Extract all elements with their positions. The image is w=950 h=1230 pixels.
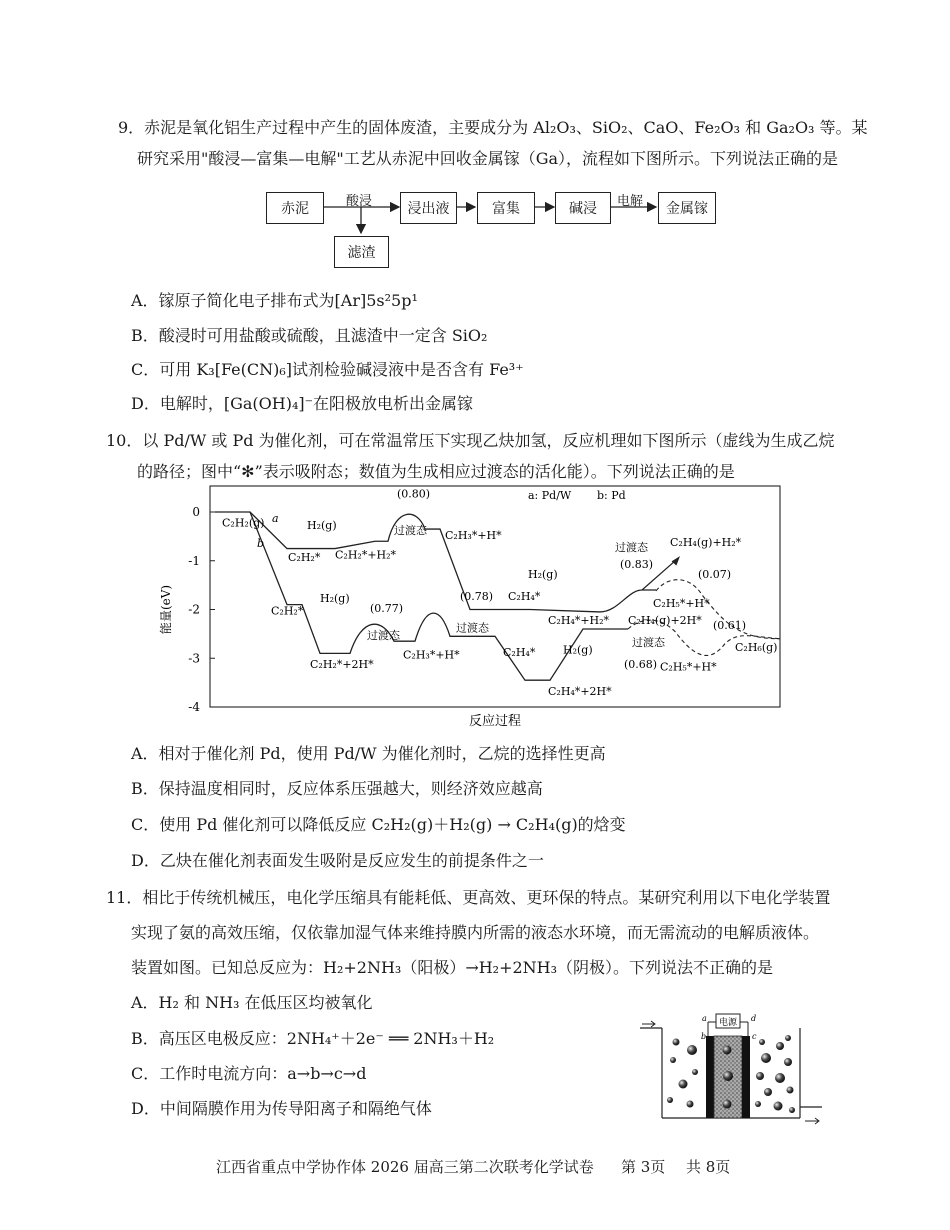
chart-label-b_c2h4s_2hs: C₂H₄*+2H* [548,684,612,698]
chart-label-b_ts2_val: (0.78) [460,589,494,603]
chart-label-c2h2g: C₂H₂(g) [222,516,265,530]
chart-label-b_c2h5s_hs: C₂H₅*+H* [660,660,717,674]
q9-stem-line2: 研究采用"酸浸—富集—电解"工艺从赤泥中回收金属镓（Ga），流程如下图所示。下列说法正确的是 [137,149,839,168]
flow-box-alkali-leach: 碱浸 [555,192,611,224]
chart-label-a_h2g_2: H₂(g) [528,567,558,581]
chart-label-b_c2h4g_2h: C₂H₄(g)+2H* [628,614,702,628]
q10-stem-line1: 10．以 Pd/W 或 Pd 为催化剂，可在常温常压下实现乙炔加氢，反应机理如下图所示（虚线为生成乙烷 [106,431,835,450]
chart-label-a_ts2: 过渡态 [615,541,648,554]
legend-b: b: Pd [597,489,626,502]
chart-label-a_c2h5s_hs: C₂H₅*+H* [653,597,710,611]
q11-option-c: C．工作时电流方向：a→b→c→d [131,1064,367,1083]
flow-box-leachate: 浸出液 [400,192,457,224]
q10-option-c: C．使用 Pd 催化剂可以降低反应 C₂H₂(g)＋H₂(g) → C₂H₄(g)的焓变 [131,815,626,834]
chart-label-a_c2h4s_h2s: C₂H₄*+H₂* [548,614,610,628]
device-svg [640,1012,830,1137]
path-label-b: b [257,537,265,551]
chart-label-a_c2h4g_h2s: C₂H₄(g)+H₂* [670,536,742,550]
flow-label-acid-leach: 酸浸 [346,194,373,209]
q11-stem-line1: 11．相比于传统机械压，电化学压缩具有能耗低、更高效、更环保的特点。某研究利用以下电化学装置 [106,888,831,907]
footer-page-number: 第 3页 [621,1158,666,1176]
q10-option-d: D．乙炔在催化剂表面发生吸附是反应发生的前提条件之一 [131,851,544,870]
path-label-a: a [272,511,279,525]
chart-label-a_c2h3s_hs: C₂H₃*+H* [445,528,502,542]
chart-label-a_h2g: H₂(g) [307,519,337,533]
q9-stem-line1: 9．赤泥是氧化铝生产过程中产生的固体废渣，主要成分为 Al₂O₃、SiO₂、CaO、Fe₂O₃ 和 Ga₂O₃ 等。某 [118,118,868,137]
y-tick-label: -2 [188,602,200,617]
q9-option-d: D．电解时，[Ga(OH)₄]⁻在阳极放电析出金属镓 [131,394,474,413]
desorb-arrow-head [672,557,679,565]
y-axis-title: 能量(eV) [159,584,173,635]
chart-label-b_h2g: H₂(g) [320,592,350,606]
q10-option-b: B．保持温度相同时，反应体系压强越大，则经济效应越高 [131,779,543,798]
chart-label-b_eth_val: (0.68) [624,658,658,671]
q11-option-b: B．高压区电极反应：2NH₄⁺＋2e⁻ ══ 2NH₃＋H₂ [131,1029,495,1048]
flow-box-gallium: 金属镓 [658,192,716,224]
chart-label-a_c2h4s: C₂H₄* [508,589,541,603]
q11-stem-line2: 实现了氨的高效压缩，仅依靠加湿气体来维持膜内所需的液态水环境，而无需流动的电解质液体。 [131,923,820,942]
y-tick-label: 0 [192,505,200,519]
energy-chart-svg [150,484,790,730]
series-a-line [215,512,656,612]
chart-label-b_c2h2s: C₂H₂* [271,604,304,618]
chart-label-b_h2g_2: H₂(g) [563,643,593,657]
footer-exam-title: 江西省重点中学协作体 2026 届高三第二次联考化学试卷 [216,1158,594,1176]
q11-stem-line3: 装置如图。已知总反应为：H₂+2NH₃（阳极）→H₂+2NH₃（阴极）。下列说法不正确的是 [131,958,774,977]
terminal-d: d [751,1014,757,1023]
q10-option-a: A．相对于催化剂 Pd，使用 Pd/W 为催化剂时，乙烷的选择性更高 [131,744,606,763]
terminal-a: a [702,1014,707,1023]
chart-label-b_c2h2s_2hs: C₂H₂*+2H* [310,658,374,671]
chart-label-a_ts1: 过渡态 [394,523,427,537]
flow-box-enrich: 富集 [477,192,535,224]
footer-total-pages: 共 8页 [686,1158,731,1176]
q9-option-c: C．可用 K₃[Fe(CN)₆]试剂检验碱浸液中是否含有 Fe³⁺ [131,360,524,379]
chart-label-b_ts3: 过渡态 [632,636,665,650]
flow-box-residue: 滤渣 [334,236,389,268]
chart-label-b_c2h4s: C₂H₄* [503,645,536,659]
chart-label-b_ts1_val: (0.77) [370,601,404,615]
q11-option-d: D．中间隔膜作用为传导阳离子和隔绝气体 [131,1099,432,1118]
terminal-b: b [701,1032,707,1041]
y-tick-label: -4 [188,700,200,714]
x-axis-title: 反应过程 [468,714,522,729]
chart-label-b_eth_val2: (0.61) [713,619,747,632]
terminal-c: c [752,1032,757,1041]
chart-label-c2h6g: C₂H₆(g) [735,640,778,654]
chart-label-a_c2h2s: C₂H₂* [288,550,321,564]
q9-option-b: B．酸浸时可用盐酸或硫酸，且滤渣中一定含 SiO₂ [131,326,488,345]
chart-label-b_c2h3s_hs: C₂H₃*+H* [403,648,460,662]
y-tick-label: -3 [188,651,200,666]
chart-label-a_ts2_val: (0.83) [620,558,654,572]
chart-label-a_ts1_val: (0.80) [397,487,431,501]
flow-arrows [0,0,950,280]
q10-stem-line2: 的路径；图中“✻”表示吸附态；数值为生成相应过渡态的活化能）。下列说法正确的是 [137,462,735,481]
q11-option-a: A．H₂ 和 NH₃ 在低压区均被氧化 [131,993,373,1012]
chart-label-b_ts1: 过渡态 [367,628,400,642]
legend-a: a: Pd/W [528,489,572,502]
y-tick-label: -1 [188,553,200,568]
chart-label-a_c2h2s_h2s: C₂H₂*+H₂* [335,548,397,562]
chart-label-b_ts2: 过渡态 [456,621,489,635]
power-label: 电源 [718,1018,738,1028]
chart-label-a_eth_val: (0.07) [698,567,732,581]
flow-label-electrolysis: 电解 [617,194,644,209]
q9-option-a: A．镓原子简化电子排布式为[Ar]5s²5p¹ [131,291,418,310]
flow-box-red-mud: 赤泥 [266,192,324,224]
